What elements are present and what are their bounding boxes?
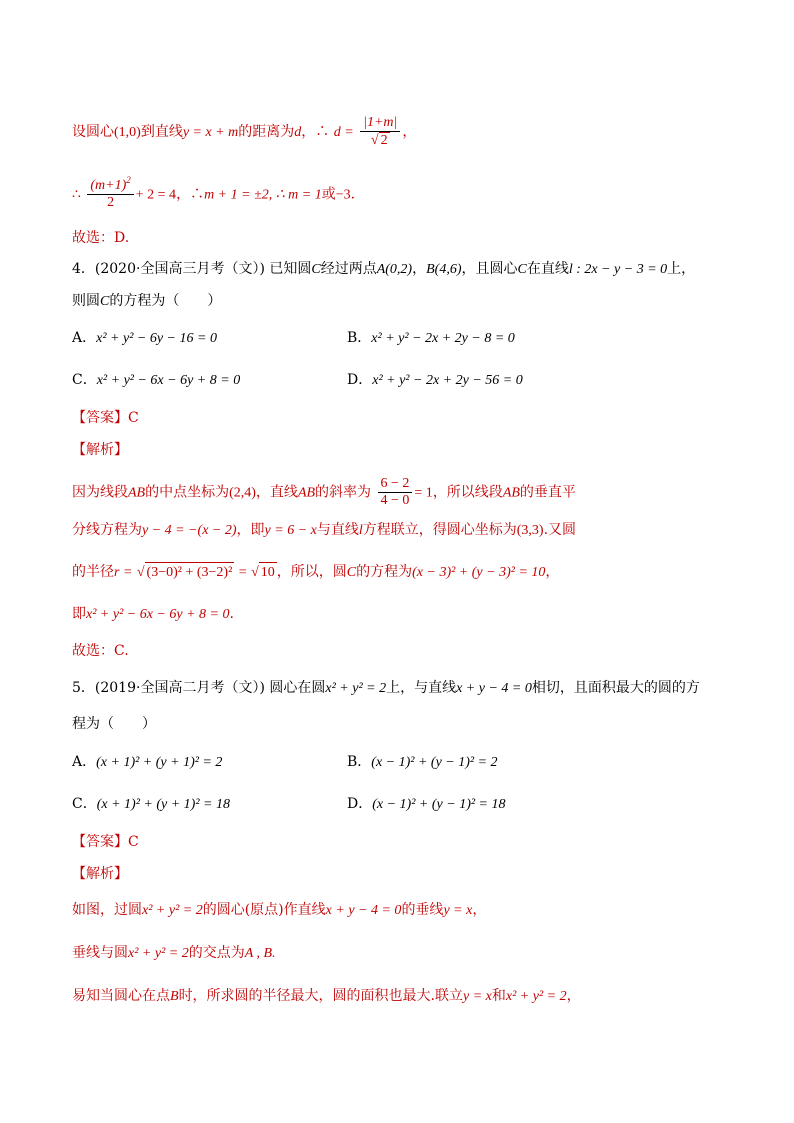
q4-option-d: D．x² + y² − 2x + 2y − 56 = 0 xyxy=(347,372,523,388)
q4-stem-line-2: 则圆C的方程为（ ） xyxy=(72,293,222,309)
q4-solution-line-1: 因为线段AB的中点坐标为(2,4)，直线AB的斜率为 $\frac{6 - 2}{4 - 0}$ = 1，所以线段AB的垂直平 xyxy=(72,476,576,508)
answer-choice-d: 故选：D. xyxy=(72,230,130,246)
q5-solution-line-2: 垂线与圆x² + y² = 2的交点为A , B. xyxy=(72,945,276,961)
q5-solution-line-1: 如图，过圆x² + y² = 2的圆心(原点)作直线x + y − 4 = 0的垂线y = x， xyxy=(72,902,487,918)
q4-stem-line-1: 4．(2020·全国高三月考（文）) 已知圆C经过两点A(0,2)，B(4,6)，且圆心C在直线l : 2x − y − 3 = 0上， xyxy=(72,261,696,277)
q5-analysis-label: 【解析】 xyxy=(72,866,128,882)
q5-option-a: A．(x + 1)² + (y + 1)² = 2 xyxy=(72,754,223,770)
square-fraction: $\frac{(m+1)^2}{2}$ xyxy=(87,178,133,211)
slope-fraction: $\frac{6 - 2}{4 - 0}$ xyxy=(378,476,413,509)
q5-solution-line-3: 易知当圆心在点B时，所求圆的半径最大，圆的面积也最大.联立y = x和x² + y² = 2， xyxy=(72,988,581,1004)
distance-fraction: $\frac{|1+m|}{√ 2}$ xyxy=(360,115,400,149)
q5-stem-line-1: 5．(2019·全国高二月考（文）) 圆心在圆x² + y² = 2上，与直线x + y − 4 = 0相切，且面积最大的圆的方 xyxy=(72,680,700,696)
solution-line-2: ∴ $\frac{(m+1)^2}{2}$ + 2 = 4，∴m + 1 = ±2, ∴ m = 1或−3. xyxy=(72,175,356,210)
q5-answer-label: 【答案】C xyxy=(72,834,139,850)
q5-option-d: D．(x − 1)² + (y − 1)² = 18 xyxy=(347,796,506,812)
q4-option-a: A．x² + y² − 6y − 16 = 0 xyxy=(72,330,217,346)
q4-answer-label: 【答案】C xyxy=(72,410,139,426)
q4-conclusion: 故选：C. xyxy=(72,643,129,659)
q4-option-b: B．x² + y² − 2x + 2y − 8 = 0 xyxy=(347,330,515,346)
q4-analysis-label: 【解析】 xyxy=(72,442,128,458)
q4-solution-line-3: 的半径r = √ (3−0)² + (3−2)² = √ 10 ，所以，圆C的方程为(x − 3)² + (y − 3)² = 10， xyxy=(72,562,559,583)
q5-option-b: B．(x − 1)² + (y − 1)² = 2 xyxy=(347,754,498,770)
solution-line-1: 设圆心(1,0)到直线y = x + m的距离为d，∴ d = $\frac{|1+m|}{√ 2}$ ， xyxy=(72,115,417,148)
q4-solution-line-2: 分线方程为y − 4 = −(x − 2)，即y = 6 − x与直线l方程联立，得圆心坐标为(3,3).又圆 xyxy=(72,522,577,538)
q4-option-c: C．x² + y² − 6x − 6y + 8 = 0 xyxy=(72,372,241,388)
q4-solution-line-4: 即x² + y² − 6x − 6y + 8 = 0. xyxy=(72,606,234,622)
q5-stem-line-2: 程为（ ） xyxy=(72,716,156,732)
q5-option-c: C．(x + 1)² + (y + 1)² = 18 xyxy=(72,796,230,812)
